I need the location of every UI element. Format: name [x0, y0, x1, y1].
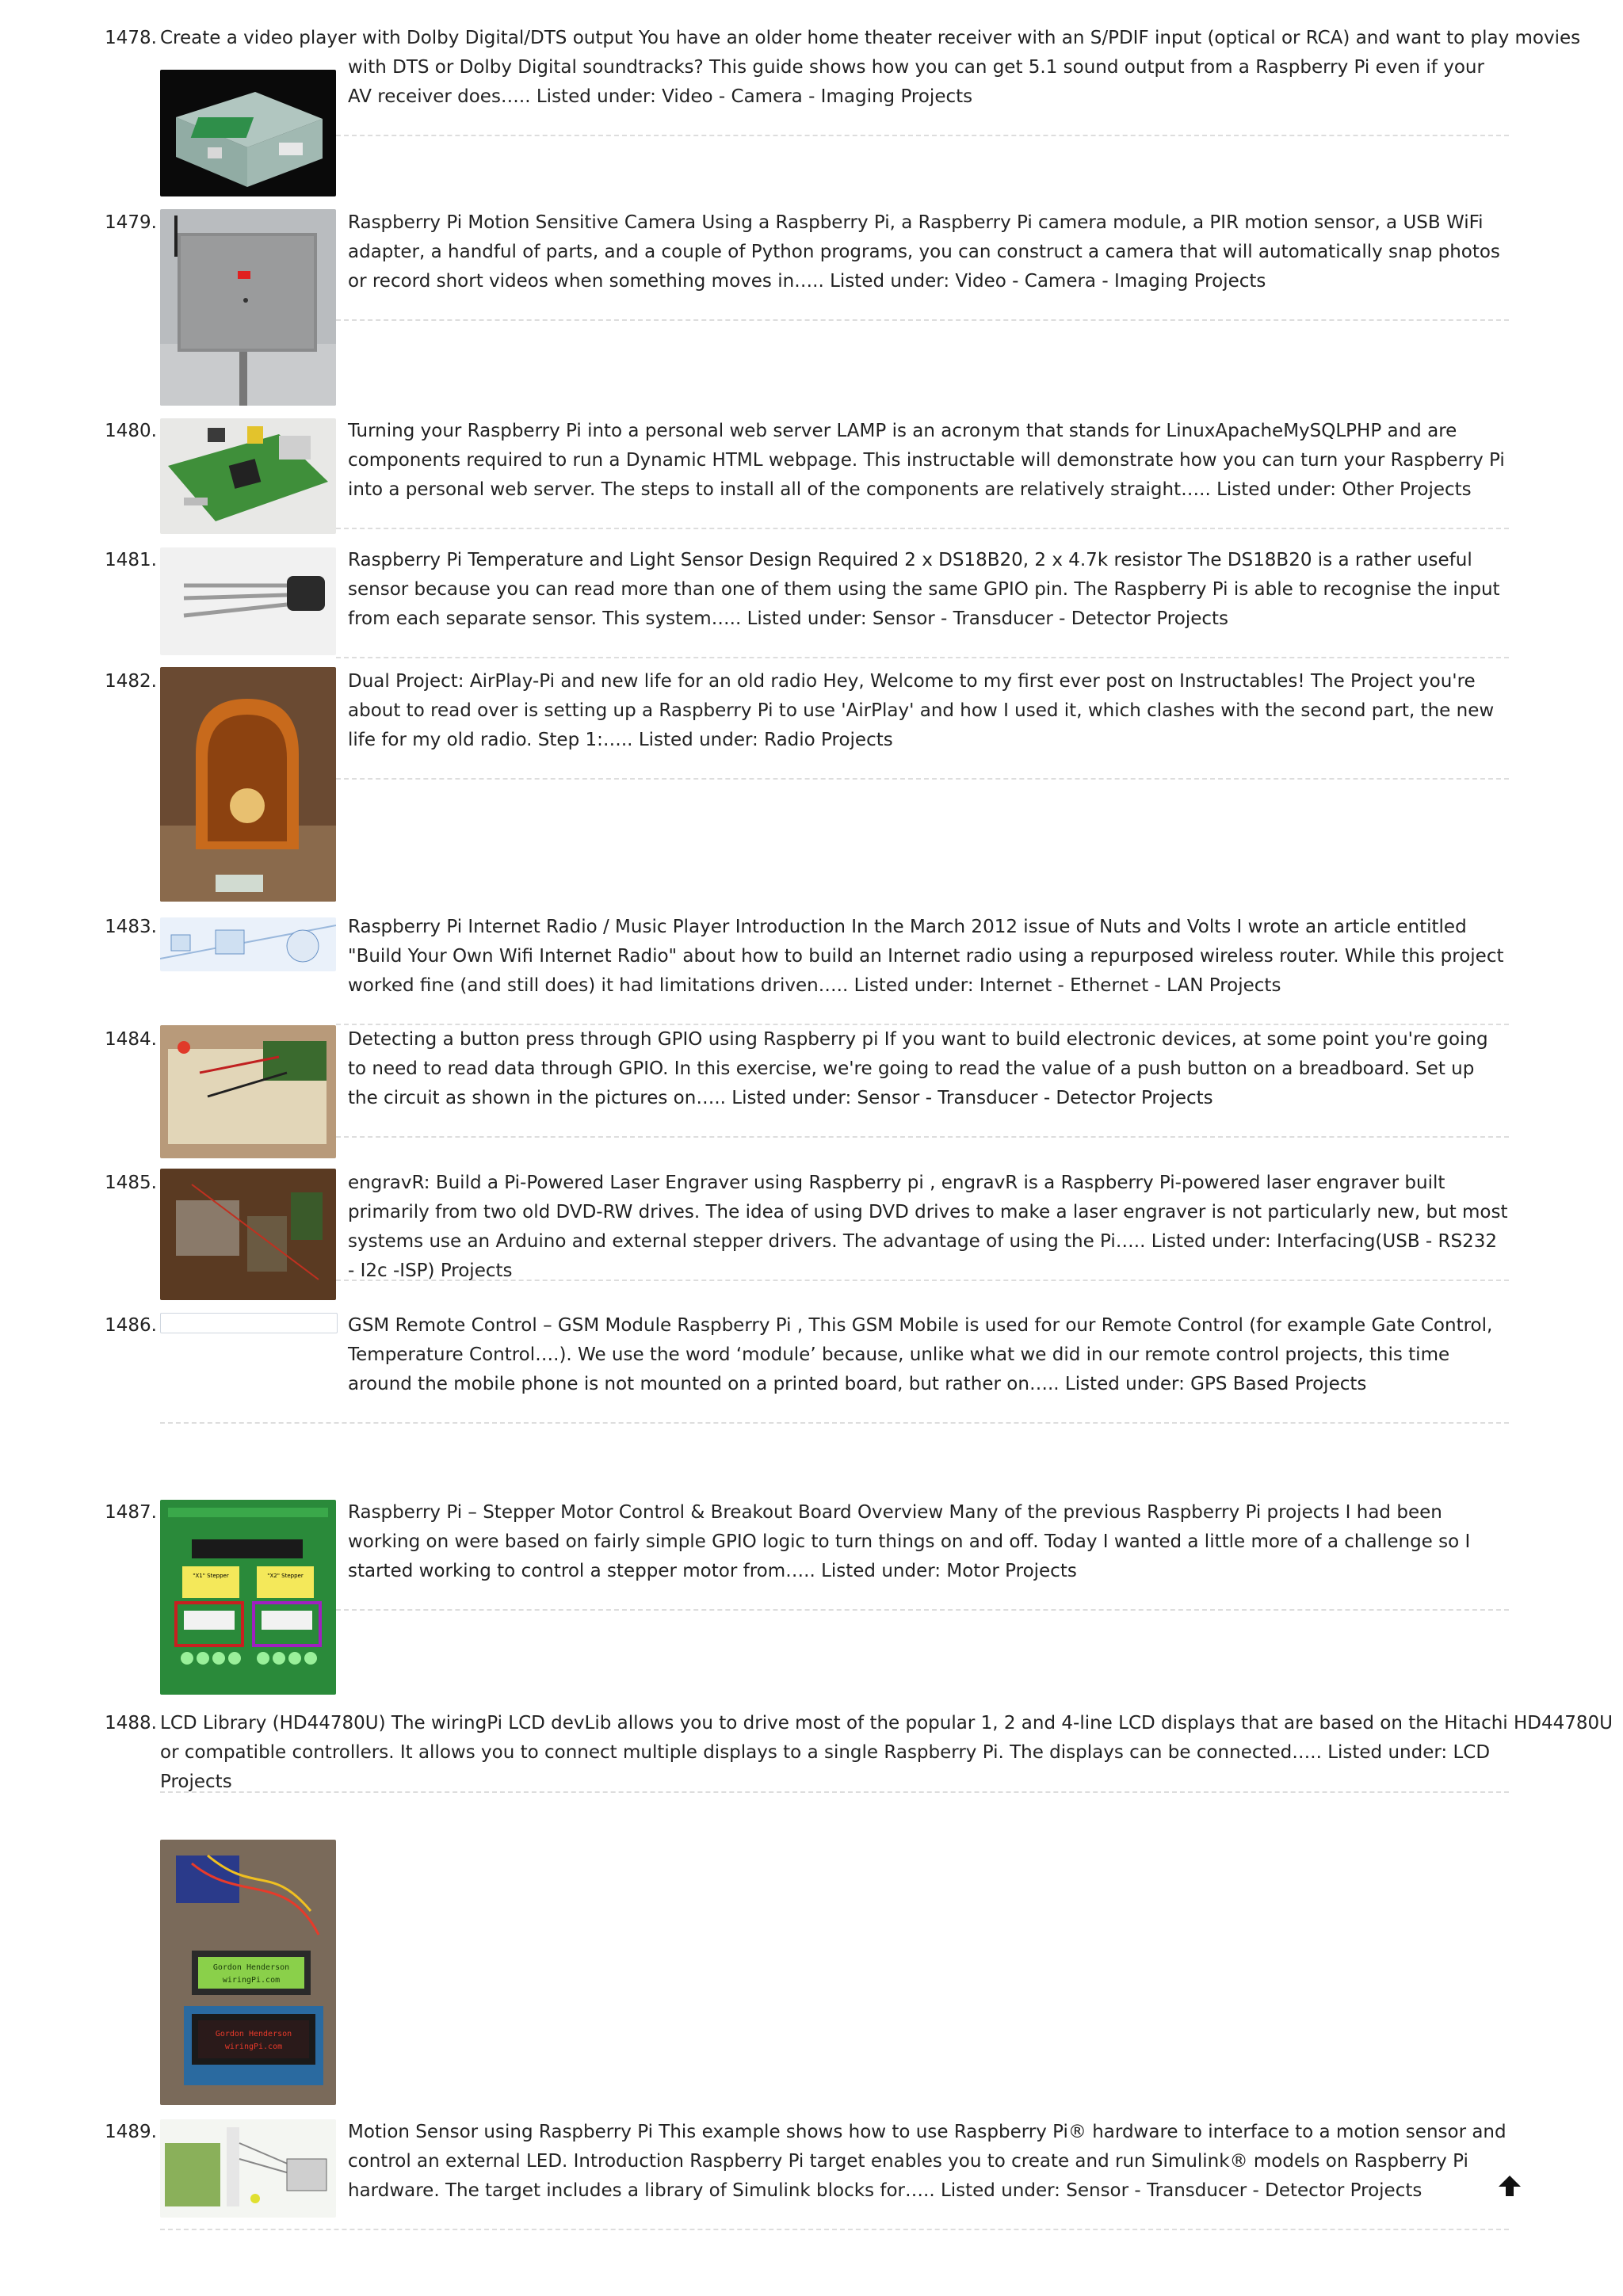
item-number: 1478. — [105, 28, 157, 48]
category-link[interactable]: Motor Projects — [946, 1561, 1077, 1581]
item-description[interactable] — [348, 1025, 1509, 1113]
separator — [160, 1422, 1509, 1424]
listed-under-label: Listed under: — [1064, 1374, 1185, 1394]
raspberry-pi-board-image[interactable] — [160, 418, 336, 534]
list-item — [0, 417, 1623, 536]
listed-under-label: Listed under: — [1151, 1231, 1271, 1252]
item-number: 1489. — [105, 2122, 157, 2142]
item-title-link[interactable]: Dual Project: AirPlay-Pi and new life for an old radio — [348, 671, 818, 692]
separator — [336, 778, 1509, 780]
item-description[interactable] — [348, 913, 1509, 1001]
list-item — [0, 1709, 1623, 2105]
item-title-link[interactable]: Raspberry Pi Internet Radio / Music Player — [348, 917, 730, 937]
list-item — [0, 667, 1623, 902]
item-text-rest[interactable]: or compatible controllers. It allows you to connect multiple displays to a single Raspberry Pi. The displays can be connected….. Listed under: LCD Projects — [160, 1742, 1491, 1792]
listed-under-label: Listed under: — [830, 271, 950, 292]
item-number: 1485. — [105, 1173, 157, 1193]
item-title-link[interactable]: Raspberry Pi – Stepper Motor Control & Breakout Board — [348, 1502, 852, 1523]
list-item — [0, 546, 1623, 657]
item-body: If you want to build electronic devices, at some point you're going to need to read data through GPIO. In this exercise, we're going to read the value of a push button on a breadboard. Set up the circuit as shown in the pictures on….. — [348, 1029, 1488, 1108]
item-title-link[interactable]: GSM Remote Control – GSM Module Raspberry Pi — [348, 1315, 792, 1336]
item-description[interactable] — [348, 1169, 1509, 1286]
breadboard-button-image[interactable] — [160, 1025, 336, 1158]
item-body: Design Required 2 x DS18B20, 2 x 4.7k resistor The DS18B20 is a rather useful sensor because you can read more than one of them using the same GPIO pin. The Raspberry Pi is able to recognise the input from each separate sensor. This system….. — [348, 550, 1500, 629]
svg-text:"X1" Stepper: "X1" Stepper — [193, 1573, 229, 1579]
separator — [336, 1609, 1509, 1611]
item-title-link[interactable]: Raspberry Pi Temperature and Light Sensor — [348, 550, 743, 570]
item-title-link[interactable]: Raspberry Pi Motion Sensitive Camera — [348, 212, 697, 233]
item-body: , engravR is a Raspberry Pi-powered laser engraver built primarily from two old DVD-RW drives. The idea of using DVD drives to make a laser engraver is not particularly new, but most systems use an Arduino and external stepper drivers. The advantage of using the Pi….. — [348, 1173, 1508, 1252]
svg-text:"X2" Stepper: "X2" Stepper — [267, 1573, 304, 1579]
lcd-displays-image[interactable] — [160, 1840, 336, 2105]
separator — [336, 135, 1509, 136]
list-item — [0, 1025, 1623, 1160]
vintage-radio-image[interactable] — [160, 667, 336, 902]
category-link[interactable]: Sensor - Transducer - Detector Projects — [857, 1088, 1213, 1108]
list-item — [0, 208, 1623, 406]
item-first-line[interactable]: LCD Library (HD44780U) The wiringPi LCD devLib allows you to drive most of the popular 1, 2 and 4-line LCD displays that are based on the Hitachi HD44780U — [160, 1713, 1613, 1733]
up-arrow-icon[interactable] — [1496, 2171, 1523, 2199]
item-body: Introduction In the March 2012 issue of Nuts and Volts I wrote an article entitled "Build Your Own Wifi Internet Radio" about how to build an Internet radio using a repurposed wireless router. While this project worked fine (and still does) it had limitations driven….. — [348, 917, 1504, 996]
separator — [336, 1280, 1509, 1281]
item-body: , This GSM Mobile is used for our Remote Control (for example Gate Control, Temperature Control….). We use the word ‘module’ because, unlike what we did in our remote control projects, this time around the mobile phone is not mounted on a printed board, but rather on….. — [348, 1315, 1493, 1394]
separator — [160, 1791, 1509, 1793]
motion-sensor-wiring-image[interactable] — [160, 2119, 336, 2218]
item-description[interactable] — [348, 208, 1509, 296]
category-link[interactable]: Internet - Ethernet - LAN Projects — [979, 975, 1281, 996]
item-first-line[interactable]: Create a video player with Dolby Digital/DTS output You have an older home theater receiver with an S/PDIF input (optical or RCA) and want to play movies — [160, 28, 1581, 48]
lcd-red-line-1: Gordon Henderson — [215, 2030, 292, 2039]
separator — [336, 319, 1509, 321]
list-item — [0, 1498, 1623, 1695]
item-number: 1483. — [105, 917, 157, 937]
listed-under-label: Listed under: — [747, 608, 867, 629]
laser-engraver-image[interactable] — [160, 1169, 336, 1300]
list-item — [0, 1311, 1623, 1422]
item-body: Using a Raspberry Pi, a Raspberry Pi camera module, a PIR motion sensor, a USB WiFi adapter, a handful of parts, and a couple of Python programs, you can construct a camera that will automatically snap photos or record short videos when something moves in….. — [348, 212, 1500, 292]
stepper-board-image[interactable] — [160, 1500, 336, 1695]
clear-acrylic-pi-case-image[interactable] — [160, 70, 336, 196]
list-item — [0, 913, 1623, 1024]
listed-under-label: Listed under: — [731, 1088, 852, 1108]
category-link[interactable]: Sensor - Transducer - Detector Projects — [1066, 2180, 1423, 2201]
separator — [336, 657, 1509, 658]
listed-under-label: Listed under: — [638, 730, 758, 750]
item-text-rest[interactable]: with DTS or Dolby Digital soundtracks? This guide shows how you can get 5.1 sound output from a Raspberry Pi even if your AV receiver does….. Listed under: Video - Camera - Imaging Projects — [348, 57, 1484, 107]
separator — [160, 2229, 1509, 2230]
item-description[interactable] — [348, 2118, 1509, 2206]
item-number: 1482. — [105, 671, 157, 692]
radio-diagram-image[interactable] — [160, 917, 336, 971]
listed-under-label: Listed under: — [854, 975, 974, 996]
category-link[interactable]: Radio Projects — [764, 730, 893, 750]
category-link[interactable]: Sensor - Transducer - Detector Projects — [872, 608, 1229, 629]
ds18b20-sensor-image[interactable] — [160, 547, 336, 655]
item-title-link[interactable]: Motion Sensor using Raspberry Pi — [348, 2122, 653, 2142]
motion-camera-box-image[interactable] — [160, 209, 336, 406]
item-description[interactable] — [160, 24, 1581, 112]
item-description[interactable] — [160, 1709, 1613, 1797]
list-item — [0, 24, 1623, 208]
item-number: 1481. — [105, 550, 157, 570]
item-description[interactable] — [348, 667, 1509, 755]
item-number: 1488. — [105, 1713, 157, 1733]
separator — [336, 528, 1509, 529]
item-description[interactable] — [348, 1311, 1509, 1399]
category-link[interactable]: GPS Based Projects — [1190, 1374, 1367, 1394]
item-number: 1487. — [105, 1502, 157, 1523]
item-body: Overview Many of the previous Raspberry Pi projects I had been working on were based on fairly simple GPIO logic to turn things on and off. Today I wanted a little more of a challenge so I started working to control a stepper motor from….. — [348, 1502, 1471, 1581]
item-body: LAMP is an acronym that stands for LinuxApacheMySQLPHP and are components required to run a Dynamic HTML webpage. This instructable will demonstrate how you can turn your Raspberry Pi into a personal web server. The steps to install all of the components are relatively straight….. — [348, 421, 1505, 500]
item-description[interactable] — [348, 1498, 1509, 1586]
item-description[interactable] — [348, 546, 1509, 634]
listed-under-label: Listed under: — [821, 1561, 941, 1581]
lcd-red-line-2: wiringPi.com — [224, 2042, 283, 2051]
list-item — [0, 1169, 1623, 1300]
category-link[interactable]: Other Projects — [1342, 479, 1472, 500]
item-title-link[interactable]: Turning your Raspberry Pi into a personal web server — [348, 421, 831, 441]
category-link[interactable]: Interfacing(USB - RS232 - I2c -ISP) Projects — [348, 1231, 1498, 1281]
item-title-link[interactable]: Detecting a button press through GPIO using Raspberry pi — [348, 1029, 879, 1050]
item-number: 1479. — [105, 212, 157, 233]
item-body: Hey, Welcome to my first ever post on Instructables! The Project you're about to read over is setting up a Raspberry Pi to use 'AirPlay' and how I used it, which clashes with the second part, the new life for my old radio. Step 1:….. — [348, 671, 1495, 750]
item-description[interactable] — [348, 417, 1509, 505]
lcd-line-2: wiringPi.com — [222, 1976, 281, 1985]
broken-image[interactable] — [160, 1313, 338, 1333]
lcd-line-1: Gordon Henderson — [212, 1963, 290, 1972]
listed-under-label: Listed under: — [1216, 479, 1337, 500]
list-item — [0, 2118, 1623, 2245]
listed-under-label: Listed under: — [940, 2180, 1060, 2201]
item-number: 1480. — [105, 421, 157, 441]
item-title-link[interactable]: engravR: Build a Pi-Powered Laser Engraver using Raspberry pi — [348, 1173, 924, 1193]
item-body: This example shows how to use Raspberry Pi® hardware to interface to a motion sensor and control an external LED. Introduction Raspberry Pi target enables you to create and run Simulink® models on Raspberry Pi hardware. The target includes a library of Simulink blocks for….. — [348, 2122, 1507, 2201]
item-number: 1486. — [105, 1315, 157, 1336]
separator — [336, 1136, 1509, 1138]
item-number: 1484. — [105, 1029, 157, 1050]
category-link[interactable]: Video - Camera - Imaging Projects — [955, 271, 1266, 292]
